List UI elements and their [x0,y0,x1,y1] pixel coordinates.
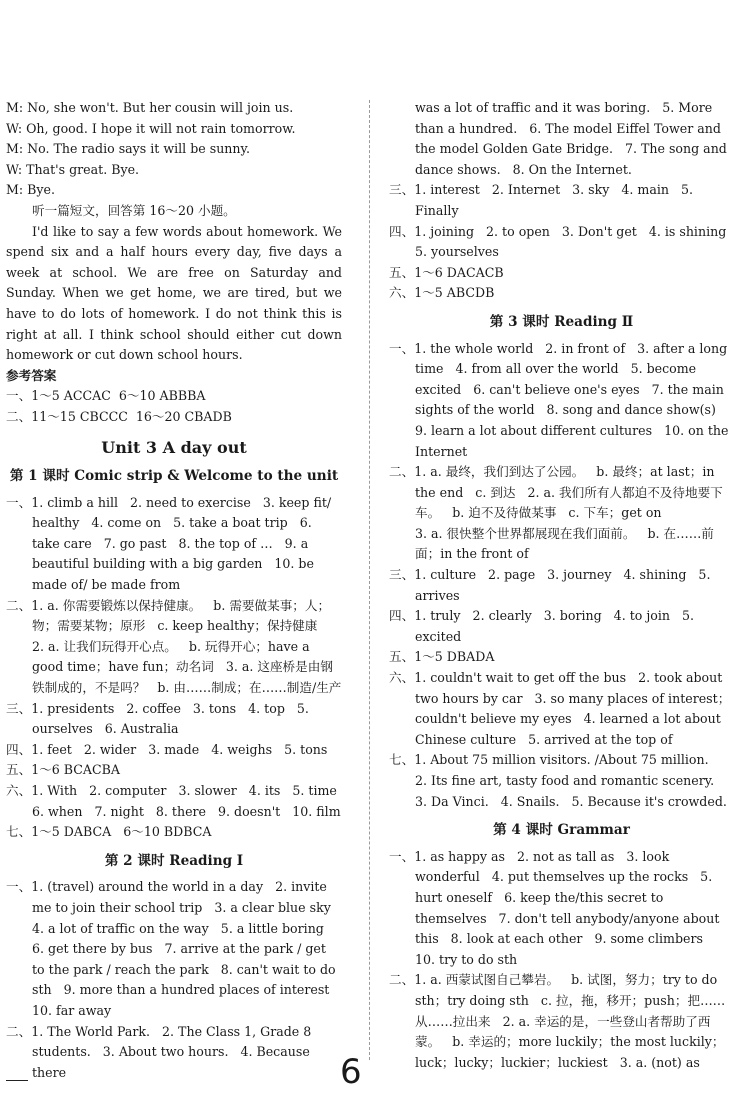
left-column [6,98,349,1083]
exercise-answer: 一、1. climb a hill 2. need to exercise 3. keep fit/ healthy 4. come on 5. take a boat trip 6. take care 7. go past 8. the top of … 9. a beautiful building with a big garden 10. be made of/ be made from [6,494,336,593]
exercise-answer-continued: was a lot of traffic and it was boring. 5. More than a hundred. 6. The model Eiffel Tower and the model Golden Gate Bridge. 7. The song and dance shows. 8. On the Internet. [415,100,731,177]
footer-rule [6,1080,28,1081]
exercise-answer: 三、1. culture 2. page 3. journey 4. shining 5. arrives [389,567,715,603]
exercise-answer: 二、1. a. 最终，我们到达了公园。 b. 最终；at last；in the end c. 到达 2. a. 我们所有人都迫不及待地要下车。 b. 迫不及待做某事 c. 下车；get on [389,464,723,521]
exercise-answer-continued: 2. a. 让我们玩得开心点。 b. 玩得开心；have a good time；have fun；动名词 3. a. 这座桥是由钢铁制成的，不是吗？ b. 由……制成；在……制造/生产 [32,638,342,696]
text-line: 五、1～5 DBADA [389,649,495,665]
text-line: M: Bye. [6,182,55,198]
lesson-title: 第 2 课时 Reading Ⅰ [104,852,244,869]
text-line: 五、1～6 BCACBA [6,762,121,778]
text-line: M: No, she won't. But her cousin will join us. [6,100,294,115]
exercise-answer: 七、1. About 75 million visitors. /About 75 million. [389,752,709,768]
text-line: 五、1～6 DACACB [389,264,504,280]
page-top-margin [0,0,750,90]
exercise-answer: 一、1. the whole world 2. in front of 3. after a long time 4. from all over the world 5. become excited 6. can't believe one's eyes 7. the main sights of the world 8. song and dance show(s) 9. learn a lot about different cultures 10. on the Internet [389,340,733,459]
lesson-title: 第 3 课时 Reading Ⅱ [489,313,634,330]
text-line: 七、1～5 DABCA 6～10 BDBCA [6,824,212,840]
right-column [389,98,739,1073]
answer-heading: 参考答案 [6,367,57,383]
text-line: 四、1. feet 2. wider 3. made 4. weighs 5. tons [6,741,328,757]
exercise-answer: 六、1. couldn't wait to get off the bus 2. took about two hours by car 3. so many places of interest；couldn't believe my eyes 4. learned a lot about Chinese culture 5. arrived at the top of [389,670,731,747]
exercise-answer-continued: 3. a. 很快整个世界都展现在我们面前。 b. 在……前面；in the front of [415,525,714,562]
text-line: W: Oh, good. I hope it will not rain tomorrow. [6,120,296,136]
exercise-answer: 一、1. as happy as 2. not as tall as 3. look wonderful 4. put themselves up the rocks 5. hurt oneself 6. keep the/this secret to themselves 7. don't tell anybody/anyone about this 8. look at each other 9. some climbers 10. try to do sth [389,848,724,967]
text-line: 一、1～5 ACCAC 6～10 ABBBA [6,388,206,404]
exercise-answer-continued: 2. Its fine art, tasty food and romantic scenery. [415,773,715,788]
paragraph: I'd like to say a few words about homework. We spend six and a half hours every day, five days a week at school. We are free on Saturday and Sunday. When we get home, we are tired, but we have to do lots of homework. I do not think this is right at all. I think school should either cut down homework or cut down school hours. [6,223,347,363]
text-line: 二、11～15 CBCCC 16～20 CBADB [6,408,232,424]
lesson-title: 第 4 课时 Grammar [493,822,630,839]
paragraph: 听一篇短文，回答第 16～20 小题。 [32,202,236,218]
unit-title: Unit 3 A day out [101,437,247,457]
exercise-answer-continued: 3. Da Vinci. 4. Snails. 5. Because it's crowded. [415,793,727,809]
exercise-answer: 三、1. interest 2. Internet 3. sky 4. main 5. Finally [389,182,698,218]
exercise-answer: 四、1. joining 2. to open 3. Don't get 4. is shining 5. yourselves [389,223,739,260]
page-number: 6 [340,1052,362,1092]
exercise-answer: 三、1. presidents 2. coffee 3. tons 4. top 5. ourselves 6. Australia [6,700,313,737]
exercise-answer: 一、1. (travel) around the world in a day 2. invite me to join their school trip 3. a clear blue sky 4. a lot of traffic on the way 5. a little boring 6. get there by bus 7. arrive at the park / get to the park / reach the park 8. can't wait to do sth 9. more than a hundred places of interest 10. far away [6,879,343,1018]
lesson-title: 第 1 课时 Comic strip & Welcome to the unit [9,468,339,485]
exercise-answer: 六、1. With 2. computer 3. slower 4. its 5. time 6. when 7. night 8. there 9. doesn't 10. film [6,783,349,819]
text-line: W: That's great. Bye. [6,161,140,177]
exercise-answer: 二、1. The World Park. 2. The Class 1, Grade 8 students. 3. About two hours. 4. Because there [6,1023,316,1080]
exercise-answer: 二、1. a. 你需要锻炼以保持健康。 b. 需要做某事；人；物；需要某物；原形 c. keep healthy；保持健康 [6,597,331,634]
exercise-answer: 四、1. truly 2. clearly 3. boring 4. to join 5. excited [389,608,699,644]
text-line: 六、1～5 ABCDB [389,285,495,301]
text-line: M: No. The radio says it will be sunny. [6,141,250,157]
column-divider [369,100,370,1060]
exercise-answer: 二、1. a. 西蒙试图自己攀岩。 b. 试图，努力；try to do sth；try doing sth c. 拉，拖，移开；push；把……从……拉出来 2. a. 幸运的是，一些登山者帮助了西蒙。 b. 幸运的；more luckily；the most luckily；luck；lucky；luckier；luckiest 3. a. (not) as [389,972,726,1070]
